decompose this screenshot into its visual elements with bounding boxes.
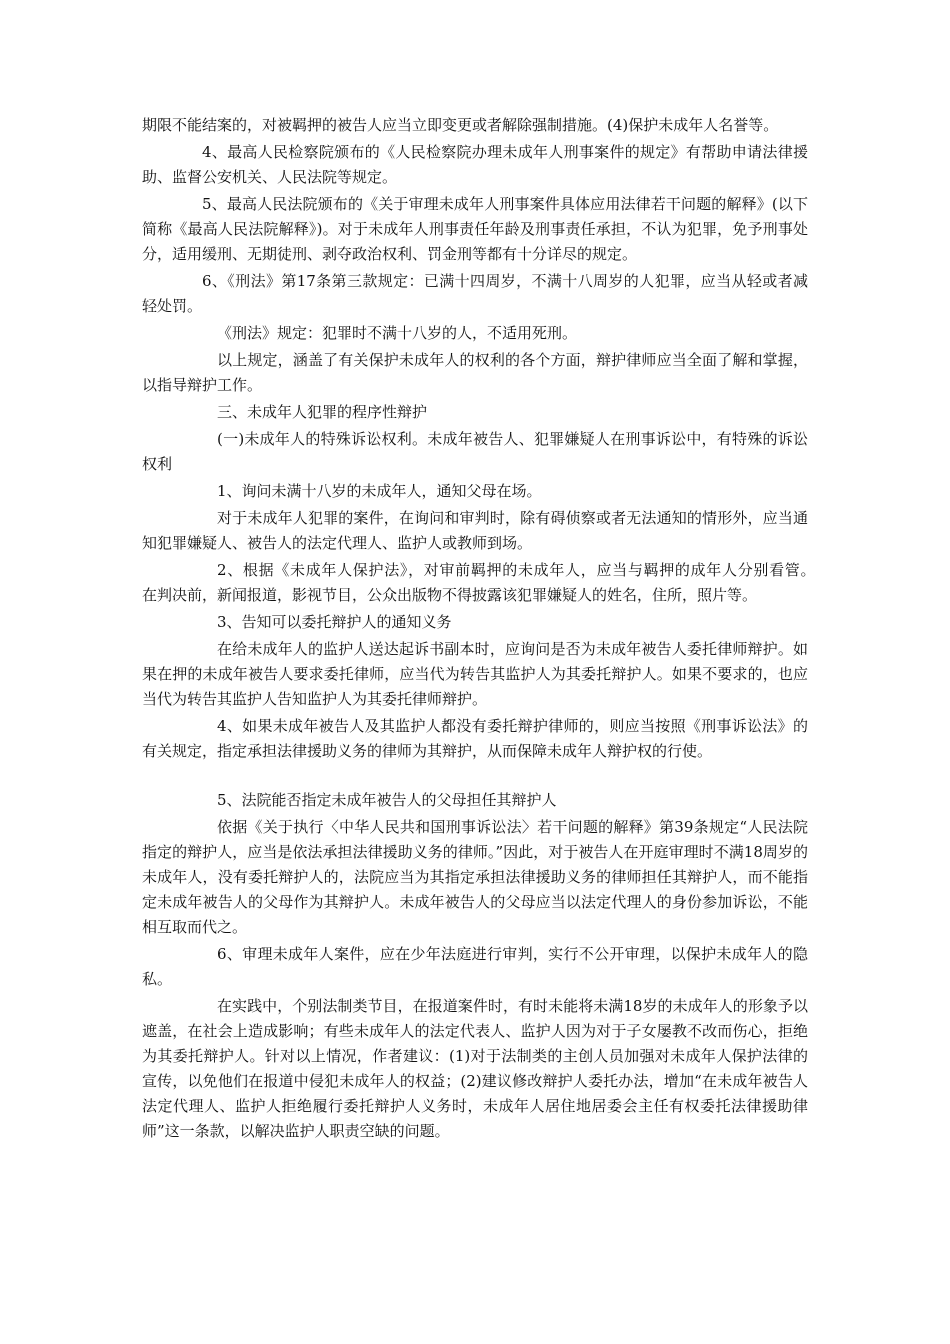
paragraph: 4、如果未成年被告人及其监护人都没有委托辩护律师的，则应当按照《刑事诉讼法》的有关规定，指定承担法律援助义务的律师为其辩护，从而保障未成年人辩护权的行使。 [142,717,808,760]
paragraph: 在给未成年人的监护人送达起诉书副本时，应询问是否为未成年被告人委托律师辩护。如果在押的未成年被告人要求委托律师，应当代为转告其监护人为其委托辩护人。如果不要求的，也应当代为转告其监护人告知监护人为其委托律师辩护。 [142,640,808,708]
paragraph: 6、审理未成年人案件，应在少年法庭进行审判，实行不公开审理，以保护未成年人的隐私。 [142,945,808,988]
section-heading: 三、未成年人犯罪的程序性辩护 [217,403,428,421]
blank-line [142,766,808,788]
paragraph: 5、最高人民法院颁布的《关于审理未成年人刑事案件具体应用法律若干问题的解释》(以下简称《最高人民法院解释》)。对于未成年人刑事责任年龄及刑事责任承担，不认为犯罪，免予刑事处分，适用缓刑、无期徒刑、剥夺政治权利、罚金刑等都有十分详尽的规定。 [142,195,808,263]
paragraph: 3、告知可以委托辩护人的通知义务 [217,613,452,631]
paragraph: 5、法院能否指定未成年被告人的父母担任其辩护人 [217,791,557,809]
paragraph: 在实践中，个别法制类节目，在报道案件时，有时未能将未满18岁的未成年人的形象予以遮盖，在社会上造成影响；有些未成年人的法定代表人、监护人因为对于子女屡教不改而伤心，拒绝为其委托辩护人。针对以上情况，作者建议：(1)对于法制类的主创人员加强对未成年人保护法律的宣传，以免他们在报道中侵犯未成年人的权益；(2)建议修改辩护人委托办法，增加“在未成年被告人法定代理人、监护人拒绝履行委托辩护人义务时，未成年人居住地居委会主任有权委托法律援助律师”这一条款，以解决监护人职责空缺的问题。 [142,997,808,1140]
paragraph: 期限不能结案的，对被羁押的被告人应当立即变更或者解除强制措施。(4)保护未成年人名誉等。 [142,116,779,134]
document-body [142,113,839,1146]
paragraph: 2、根据《未成年人保护法》，对审前羁押的未成年人，应当与羁押的成年人分别看管。 在判决前，新闻报道，影视节目，公众出版物不得披露该犯罪嫌疑人的姓名，住所，照片等。 [142,561,839,604]
paragraph: 对于未成年人犯罪的案件，在询问和审判时，除有碍侦察或者无法通知的情形外，应当通知犯罪嫌疑人、被告人的法定代理人、监护人或教师到场。 [142,509,808,552]
paragraph: 1、询问未满十八岁的未成年人，通知父母在场。 [217,482,542,500]
paragraph: 4、最高人民检察院颁布的《人民检察院办理未成年人刑事案件的规定》有帮助申请法律援助、监督公安机关、人民法院等规定。 [142,143,808,186]
subsection-heading: (一)未成年人的特殊诉讼权利。未成年被告人、犯罪嫌疑人在刑事诉讼中，有特殊的诉讼权利 [142,430,808,473]
paragraph: 依据《关于执行〈中华人民共和国刑事诉讼法〉若干问题的解释》第39条规定“人民法院指定的辩护人，应当是依法承担法律援助义务的律师。”因此，对于被告人在开庭审理时不满18周岁的未成年人，没有委托辩护人的，法院应当为其指定承担法律援助义务的律师担任其辩护人，而不能指定未成年被告人的父母作为其辩护人。未成年被告人的父母应当以法定代理人的身份参加诉讼，不能相互取而代之。 [142,818,808,936]
paragraph: 《刑法》规定：犯罪时不满十八岁的人，不适用死刑。 [217,324,578,342]
paragraph: 6、《刑法》第17条第三款规定：已满十四周岁，不满十八周岁的人犯罪，应当从轻或者减轻处罚。 [142,272,808,315]
paragraph: 以上规定，涵盖了有关保护未成年人的权利的各个方面，辩护律师应当全面了解和掌握，以指导辩护工作。 [142,351,808,394]
